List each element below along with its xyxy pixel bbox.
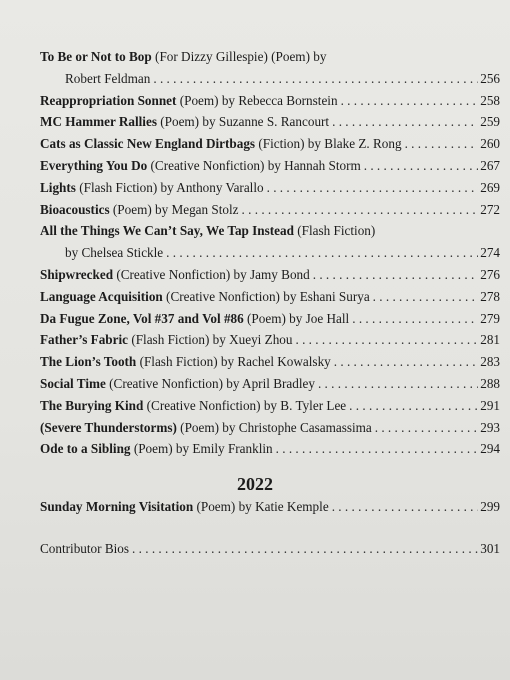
entry-details: (Creative Nonfiction) by B. Tyler Lee [143, 397, 347, 413]
entry-author: Robert Feldman [65, 70, 151, 86]
page-number: 299 [480, 499, 500, 514]
page-number: 279 [480, 310, 500, 326]
entry-title: To Be or Not to Bop [40, 49, 152, 64]
entry-details: (Flash Fiction) by Xueyi Zhou [128, 332, 293, 348]
back-matter [40, 538, 500, 560]
page-number: 267 [480, 157, 500, 173]
dot-leader [331, 351, 478, 373]
dot-leader [273, 438, 479, 460]
toc-entry [40, 111, 500, 133]
entry-details: (Poem) by Christophe Casamassima [176, 419, 372, 435]
entry-title: All the Things We Can’t Say, We Tap Instead [40, 223, 294, 239]
toc-entry [40, 496, 500, 518]
page-number: 258 [480, 92, 500, 108]
dot-leader [329, 111, 478, 133]
toc-entry [40, 133, 500, 155]
page-number: 281 [480, 332, 500, 348]
entry-details: (Creative Nonfiction) by Eshani Surya [162, 288, 370, 304]
entry-title: The Burying Kind [40, 397, 144, 413]
entry-details: (Poem) by Suzanne S. Rancourt [156, 114, 330, 130]
dot-leader [338, 90, 479, 112]
dot-leader [361, 155, 478, 177]
toc-entry [40, 286, 500, 308]
entry-details: (Poem) by Emily Franklin [130, 441, 273, 457]
page-number: 269 [480, 179, 500, 195]
entry-title: Lights [40, 179, 76, 195]
dot-leader [239, 199, 479, 221]
entry-details: (Fiction) by Blake Z. Rong [255, 136, 402, 152]
entry-title: (Severe Thunderstorms) [40, 419, 177, 435]
toc-entry [40, 438, 500, 460]
entry-details: (Flash Fiction) [293, 223, 376, 239]
dot-leader [402, 133, 479, 155]
page-number: 294 [480, 441, 500, 457]
entry-details: (Creative Nonfiction) by Jamy Bond [113, 266, 310, 282]
entry-title: The Lion’s Tooth [40, 354, 137, 370]
entry-title: Shipwrecked [40, 266, 114, 282]
dot-leader [264, 177, 479, 199]
entry-details: (Poem) by Megan Stolz [109, 201, 239, 217]
entry-details: (For Dizzy Gillespie) (Poem) by [151, 49, 327, 64]
entry-title: Cats as Classic New England Dirtbags [40, 136, 256, 152]
entry-title: Social Time [40, 375, 106, 391]
entry-label: Contributor Bios [40, 541, 130, 556]
year-heading: 2022 [237, 474, 273, 494]
toc-entry [40, 46, 500, 90]
dot-leader [163, 242, 478, 264]
page-number: 288 [480, 375, 500, 391]
page-number: 283 [480, 354, 500, 370]
page-number: 276 [480, 266, 500, 282]
toc-entry [40, 155, 500, 177]
toc-entry [40, 308, 500, 330]
toc-entry [40, 177, 500, 199]
dot-leader [292, 329, 478, 351]
entry-title: Sunday Morning Visitation [40, 499, 194, 514]
page-number: 293 [480, 419, 500, 435]
page-number: 291 [480, 397, 500, 413]
entry-details: (Poem) by Rebecca Bornstein [176, 92, 338, 108]
toc-list-2022 [40, 496, 500, 518]
page-number: 259 [480, 114, 500, 130]
toc-entry [40, 264, 500, 286]
dot-leader [370, 286, 479, 308]
toc-entry [40, 351, 500, 373]
toc-entry [40, 395, 500, 417]
toc-entry [40, 373, 500, 395]
entry-title: MC Hammer Rallies [40, 114, 157, 130]
page-number: 272 [480, 201, 500, 217]
dot-leader [349, 308, 478, 330]
page-number: 260 [480, 136, 500, 152]
entry-details: (Flash Fiction) by Anthony Varallo [75, 179, 264, 195]
page-number: 301 [480, 541, 500, 556]
entry-title: Bioacoustics [40, 201, 110, 217]
dot-leader [329, 496, 479, 518]
entry-author: by Chelsea Stickle [65, 245, 164, 261]
toc-entry [40, 417, 500, 439]
page-number: 256 [480, 70, 500, 86]
entry-details: (Creative Nonfiction) by April Bradley [105, 375, 315, 391]
entry-details: (Poem) by Katie Kemple [193, 499, 329, 514]
entry-title: Reappropriation Sonnet [40, 92, 177, 108]
entry-details: (Flash Fiction) by Rachel Kowalsky [136, 354, 331, 370]
toc-entry [40, 199, 500, 221]
entry-title: Ode to a Sibling [40, 441, 131, 457]
entry-details: (Poem) by Joe Hall [243, 310, 350, 326]
dot-leader [315, 373, 478, 395]
dot-leader [372, 417, 478, 439]
toc-entry [40, 90, 500, 112]
entry-title: Father’s Fabric [40, 332, 129, 348]
toc-entry [40, 220, 500, 264]
page-number: 274 [480, 245, 500, 261]
dot-leader [129, 538, 478, 560]
entry-title: Da Fugue Zone, Vol #37 and Vol #86 [40, 310, 244, 326]
entry-details: (Creative Nonfiction) by Hannah Storm [147, 157, 361, 173]
entry-title: Language Acquisition [40, 288, 163, 304]
dot-leader [346, 395, 478, 417]
page-number: 278 [480, 288, 500, 304]
entry-title: Everything You Do [40, 157, 148, 173]
toc-entry [40, 329, 500, 351]
toc-entry [40, 538, 500, 560]
toc-list-2021 [40, 46, 500, 460]
dot-leader [150, 68, 478, 90]
dot-leader [310, 264, 478, 286]
